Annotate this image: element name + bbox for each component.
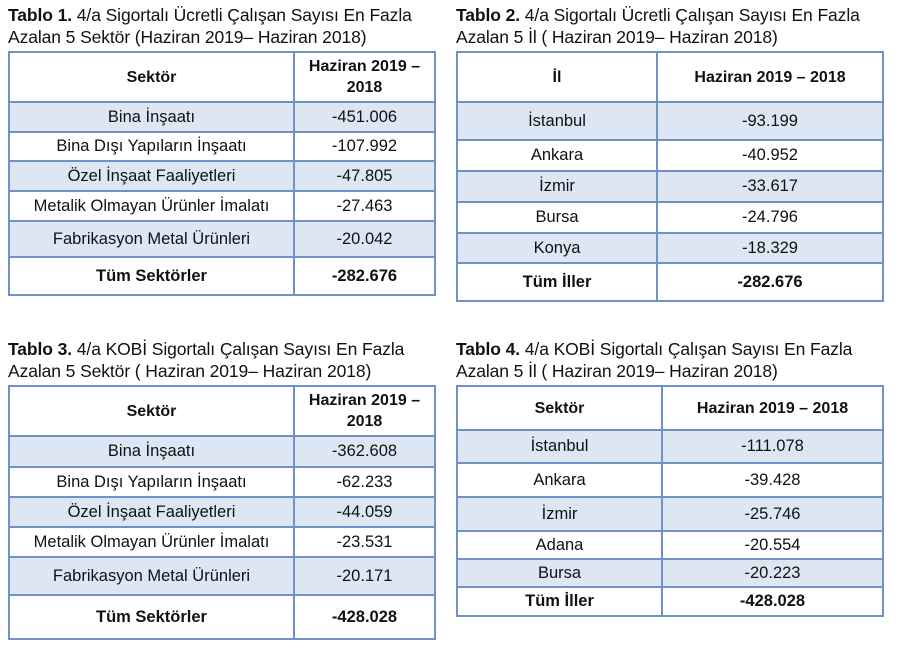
table-2-block (456, 4, 886, 302)
table-row (9, 527, 435, 557)
row-value: -20.171 (294, 557, 435, 595)
total-value: -282.676 (294, 257, 435, 295)
header-cell-sector: Sektör (9, 386, 294, 436)
table-3-title-line2: Azalan 5 Sektör ( Haziran 2019– Haziran 2018) (8, 361, 372, 381)
header-cell-period: Haziran 2019 – 2018 (657, 52, 883, 102)
table-4-caption (456, 338, 886, 382)
header-cell-sector: Sektör (9, 52, 294, 102)
table-header-row (457, 52, 883, 102)
table-row (457, 430, 883, 463)
row-value: -20.223 (662, 559, 883, 587)
row-value: -39.428 (662, 463, 883, 497)
total-label: Tüm Sektörler (9, 595, 294, 639)
table-row (457, 140, 883, 171)
total-label: Tüm Sektörler (9, 257, 294, 295)
table-1-title-line1: 4/a Sigortalı Ücretli Çalışan Sayısı En Fazla (76, 5, 412, 25)
header-cell-period: Haziran 2019 – 2018 (294, 52, 435, 102)
table-total-row (9, 257, 435, 295)
row-value: -93.199 (657, 102, 883, 140)
row-label: Bina İnşaatı (9, 102, 294, 132)
row-value: -107.992 (294, 132, 435, 161)
row-label: Bursa (457, 559, 662, 587)
row-value: -18.329 (657, 233, 883, 263)
table-2-label: Tablo 2. (456, 5, 521, 25)
row-value: -62.233 (294, 467, 435, 497)
table-row (9, 161, 435, 191)
table-3-label: Tablo 3. (8, 339, 73, 359)
table-3 (8, 385, 436, 640)
table-row (9, 191, 435, 221)
table-row (457, 202, 883, 233)
total-label: Tüm İller (457, 587, 662, 616)
row-value: -47.805 (294, 161, 435, 191)
table-row (457, 531, 883, 559)
table-1 (8, 51, 436, 296)
table-1-block (8, 4, 438, 296)
table-header-row (9, 52, 435, 102)
table-2-title-line1: 4/a Sigortalı Ücretli Çalışan Sayısı En Fazla (524, 5, 860, 25)
row-label: Ankara (457, 140, 657, 171)
table-row (457, 463, 883, 497)
row-value: -24.796 (657, 202, 883, 233)
total-value: -428.028 (294, 595, 435, 639)
row-label: Konya (457, 233, 657, 263)
row-value: -25.746 (662, 497, 883, 531)
row-value: -111.078 (662, 430, 883, 463)
row-label: Adana (457, 531, 662, 559)
row-label: Bina Dışı Yapıların İnşaatı (9, 467, 294, 497)
header-cell-province: İl (457, 52, 657, 102)
header-cell-period: Haziran 2019 – 2018 (662, 386, 883, 430)
row-label: Bursa (457, 202, 657, 233)
table-row (9, 557, 435, 595)
table-1-title-line2: Azalan 5 Sektör (Haziran 2019– Haziran 2018) (8, 27, 367, 47)
row-value: -451.006 (294, 102, 435, 132)
table-row (9, 436, 435, 467)
row-label: Bina Dışı Yapıların İnşaatı (9, 132, 294, 161)
row-label: Fabrikasyon Metal Ürünleri (9, 557, 294, 595)
table-4-title-line1: 4/a KOBİ Sigortalı Çalışan Sayısı En Fazla (524, 339, 853, 359)
row-label: İstanbul (457, 102, 657, 140)
table-row (457, 102, 883, 140)
table-total-row (457, 263, 883, 301)
table-3-block (8, 338, 438, 640)
row-label: Metalik Olmayan Ürünler İmalatı (9, 191, 294, 221)
table-row (9, 467, 435, 497)
header-cell-sector: Sektör (457, 386, 662, 430)
row-value: -20.554 (662, 531, 883, 559)
table-3-title-line1: 4/a KOBİ Sigortalı Çalışan Sayısı En Fazla (76, 339, 405, 359)
table-2-title-line2: Azalan 5 İl ( Haziran 2019– Haziran 2018) (456, 27, 778, 47)
table-row (9, 221, 435, 257)
table-2-caption (456, 4, 886, 48)
table-row (9, 497, 435, 527)
table-total-row (9, 595, 435, 639)
row-label: İzmir (457, 171, 657, 202)
row-label: Metalik Olmayan Ürünler İmalatı (9, 527, 294, 557)
table-row (457, 559, 883, 587)
row-value: -40.952 (657, 140, 883, 171)
row-value: -27.463 (294, 191, 435, 221)
table-row (9, 132, 435, 161)
header-cell-period: Haziran 2019 – 2018 (294, 386, 435, 436)
table-header-row (457, 386, 883, 430)
table-2 (456, 51, 884, 302)
total-label: Tüm İller (457, 263, 657, 301)
row-label: Bina İnşaatı (9, 436, 294, 467)
table-total-row (457, 587, 883, 616)
table-4 (456, 385, 884, 617)
table-header-row (9, 386, 435, 436)
row-value: -20.042 (294, 221, 435, 257)
total-value: -282.676 (657, 263, 883, 301)
row-value: -44.059 (294, 497, 435, 527)
row-label: Özel İnşaat Faaliyetleri (9, 497, 294, 527)
table-4-label: Tablo 4. (456, 339, 521, 359)
row-label: Özel İnşaat Faaliyetleri (9, 161, 294, 191)
table-row (457, 171, 883, 202)
row-value: -23.531 (294, 527, 435, 557)
row-label: Fabrikasyon Metal Ürünleri (9, 221, 294, 257)
table-row (457, 233, 883, 263)
table-1-label: Tablo 1. (8, 5, 73, 25)
table-row (457, 497, 883, 531)
total-value: -428.028 (662, 587, 883, 616)
table-1-caption (8, 4, 438, 48)
table-row (9, 102, 435, 132)
row-value: -362.608 (294, 436, 435, 467)
table-3-caption (8, 338, 438, 382)
table-4-block (456, 338, 886, 617)
row-value: -33.617 (657, 171, 883, 202)
row-label: İstanbul (457, 430, 662, 463)
table-4-title-line2: Azalan 5 İl ( Haziran 2019– Haziran 2018) (456, 361, 778, 381)
row-label: Ankara (457, 463, 662, 497)
row-label: İzmir (457, 497, 662, 531)
